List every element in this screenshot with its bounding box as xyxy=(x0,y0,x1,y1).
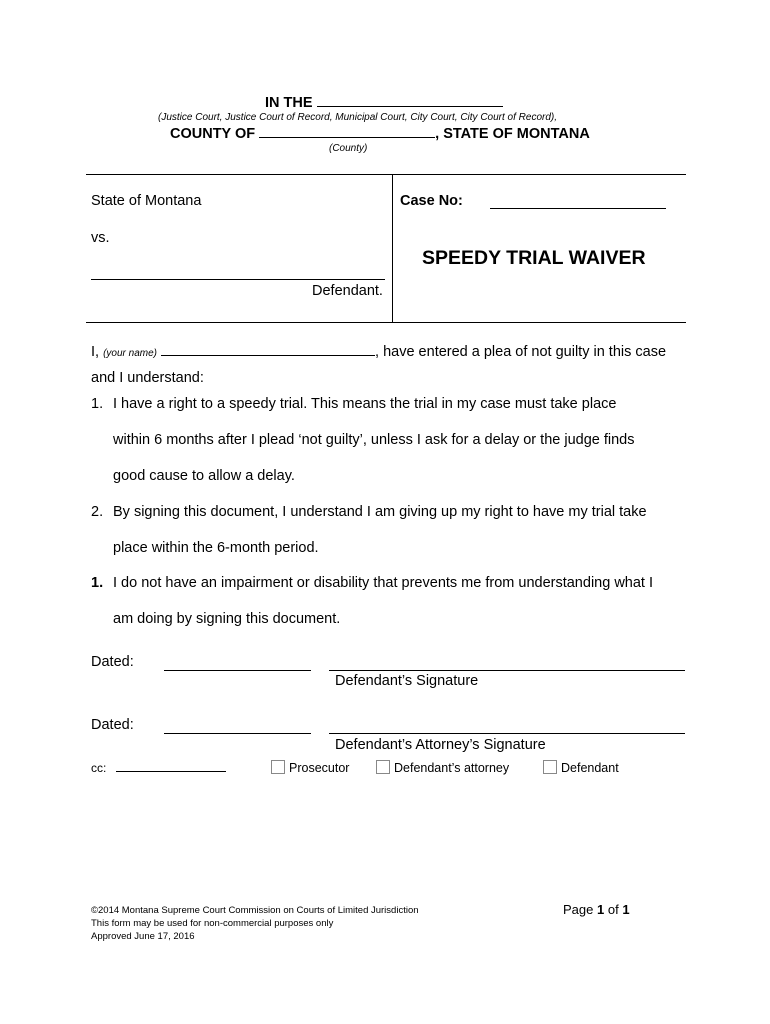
cc-line xyxy=(91,761,226,775)
item-2-number: 2. xyxy=(91,504,104,520)
item-1-number: 1. xyxy=(91,396,104,412)
defendant-checkbox[interactable] xyxy=(543,760,557,774)
your-name-blank[interactable] xyxy=(161,343,375,356)
item-2-line-2: place within the 6-month period. xyxy=(113,540,319,556)
dated-label-2: Dated: xyxy=(91,717,134,733)
item-2-line-1: By signing this document, I understand I am giving up my right to have my trial take xyxy=(113,504,647,520)
cc-label: cc: xyxy=(91,761,107,775)
defendant-signature-line[interactable] xyxy=(329,670,685,671)
defendant-signature-label: Defendant’s Signature xyxy=(335,673,479,689)
county-line xyxy=(170,125,590,142)
understand-text: and I understand: xyxy=(91,370,204,386)
page-current: 1 xyxy=(597,902,605,917)
page-word: Page xyxy=(563,902,594,917)
prosecutor-checkbox[interactable] xyxy=(271,760,285,774)
form-title: SPEEDY TRIAL WAIVER xyxy=(422,247,646,269)
name-line xyxy=(91,343,666,360)
cc-prosecutor[interactable] xyxy=(271,760,349,775)
date-blank-2[interactable] xyxy=(164,733,311,734)
attorney-signature-label: Defendant’s Attorney’s Signature xyxy=(335,737,546,753)
of-word: of xyxy=(607,902,619,917)
courts-note: (Justice Court, Justice Court of Record, Municipal Court, City Court, City Court of Record), xyxy=(158,112,558,123)
county-of-label: COUNTY OF xyxy=(170,126,256,142)
attorney-signature-line[interactable] xyxy=(329,733,685,734)
county-note: (County) xyxy=(329,143,368,154)
dated-label-1: Dated: xyxy=(91,654,134,670)
footer-usage: This form may be used for non-commercial purposes only xyxy=(91,918,334,929)
i-label: I, xyxy=(91,344,100,360)
defendant-attorney-label: Defendant’s attorney xyxy=(394,761,510,775)
vs-label: vs. xyxy=(91,230,110,246)
county-name-blank[interactable] xyxy=(259,125,435,138)
page-total: 1 xyxy=(622,902,630,917)
cc-blank[interactable] xyxy=(116,761,226,772)
defendant-cc-label: Defendant xyxy=(561,761,619,775)
case-no-label: Case No: xyxy=(400,193,463,209)
item-3-number: 1. xyxy=(91,575,104,591)
your-name-note: (your name) xyxy=(103,348,157,359)
page-number xyxy=(563,902,630,917)
footer-copyright: ©2014 Montana Supreme Court Commission on Courts of Limited Jurisdiction xyxy=(91,905,419,916)
defendant-attorney-checkbox[interactable] xyxy=(376,760,390,774)
caption-top-rule xyxy=(86,174,686,175)
plea-text: , have entered a plea of not guilty in this case xyxy=(375,344,667,360)
state-of-montana-label: , STATE OF MONTANA xyxy=(435,126,590,142)
court-name-blank[interactable] xyxy=(317,94,503,107)
cc-defendant-attorney[interactable] xyxy=(376,760,509,775)
cc-defendant[interactable] xyxy=(543,760,619,775)
item-3-line-1: I do not have an impairment or disability that prevents me from understanding what I xyxy=(113,575,654,591)
item-1-line-1: I have a right to a speedy trial. This means the trial in my case must take place xyxy=(113,396,617,412)
item-3-line-2: am doing by signing this document. xyxy=(113,611,341,627)
item-1-line-3: good cause to allow a delay. xyxy=(113,468,295,484)
prosecutor-label: Prosecutor xyxy=(289,761,350,775)
case-no-blank[interactable] xyxy=(490,208,666,209)
item-1-line-2: within 6 months after I plead ‘not guilty’, unless I ask for a delay or the judge finds xyxy=(113,432,635,448)
plaintiff-name: State of Montana xyxy=(91,193,202,209)
defendant-name-blank[interactable] xyxy=(91,279,385,280)
defendant-label: Defendant. xyxy=(312,283,383,299)
caption-bottom-rule xyxy=(86,322,686,323)
date-blank-1[interactable] xyxy=(164,670,311,671)
in-the-label: IN THE xyxy=(265,95,313,111)
caption-divider xyxy=(392,174,393,322)
court-line xyxy=(265,94,503,111)
footer-approved: Approved June 17, 2016 xyxy=(91,931,195,942)
